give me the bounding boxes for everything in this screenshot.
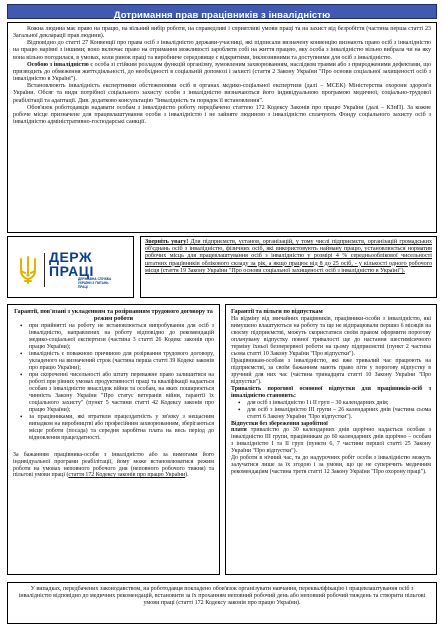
vacation-list: [231, 400, 431, 421]
intro-paragraph: Кожна людина має право на працю, на вільний вибір роботи, на справедливі і сприятливі умови праці та на захист від безробіття (частина перша статті 23 Загальної декларації прав людини).: [13, 26, 431, 40]
paragraph: плати тривалістю до 30 календарних днів щорічно надається особам з інвалідністю III групи, працівникам до 60 календарних днів щорічно – особам з інвалідністю I та II груп (пункти 6, 7 частини першої статті 25 Закону України "Про відпустки").: [231, 427, 431, 455]
list-item: • за працівниками, які втратили працездатність у зв'язку з нещасним випадком на виробництві або професійним захворюванням, зберігаються місце роботи (посада) та середня заробітна плата на весь період до відновлення працездатності.: [29, 414, 214, 442]
logo-box: [7, 236, 134, 298]
intro-paragraph: Обов'язок роботодавців надавати особам з інвалідністю роботу передбачено статтею 172 Кодексу Законів про працю України (далі – КЗпП). За кожне робоче місце призначене для працевлаштування особи з інвалідністю і не зайняте людиною з інвалідністю сплачують Фонду соціального захисту осіб з інвалідністю адміністративно-господарські санкції.: [13, 104, 431, 126]
logo-wordmark: ДЕРЖ ПРАЦІ: [49, 249, 94, 279]
contract-guarantees-section: [7, 304, 220, 575]
notice-text: Для підприємств, установ, організацій, у тому числі підприємств, організацій громадських об'єднань осіб з інвалідністю, фізичних осіб, які використовують найману працю, установлюється норматив робочих місць для працевлаштування осіб з інвалідністю у розмірі 4 % середньооблікової чисельності штатних працівників облікового складу за рік, а якщо працює від 8 до 25 осіб, - у кількості одного робочого місця (стаття 19 Закону України "Про основи соціальної захищеності осіб з інвалідністю в Україні").: [145, 239, 433, 274]
page-title: Дотримання прав працівників з інвалідністю: [113, 10, 331, 21]
intro-paragraph: Встановлюють інвалідність експертними обстеженнями осіб в органах медико-соціальної експертизи (далі – МСЕК) Міністерства охорони здоров'я України. Обсяг та види потрібної соціального захисту особи з інвалідністю визначаються його індивідуальною програмою медичної, соціально-трудової реабілітації та адаптації. Див. додатково консультацію "Інвалідність та порядок її встановлення".: [13, 83, 431, 104]
intro-paragraph: Відповідно до статті 27 Конвенції про права осіб з інвалідністю держави-учасниці, які підписали визначену конвенцію визнають право осіб з інвалідністю на працю нарівні з іншими; воно включає право на отримання можливості заробляти собі на життя працею, яку особа з інвалідністю вільно вибрала чи на яку вона вільно погодилася, в умовах, коли ринок праці та виробниче середовище є відкритими, інклюзивними та доступними для осіб з інвалідністю.: [13, 40, 431, 61]
subheading: Тривалість порогової основної відпустки для працівників-осіб з інвалідністю становить:: [231, 385, 431, 399]
paragraph: До роботи в нічний час, та до надурочних робіт особи з інвалідністю можуть залучатися лише за їх згодою і за умови, що це не суперечить медичним рекомендаціям (частина третя статті 12 Закону України "Про охорону праці").: [231, 455, 431, 476]
list-item: • при прийнятті на роботу не встановлюється випробування для осіб з інвалідністю, направлених на роботу відповідно до рекомендацій медико-соціальної експертизи (частина 3 статті 26 Кодекс законів про працю України);: [29, 323, 214, 351]
notice-lead: Зверніть увагу!: [145, 239, 189, 245]
work-mode-paragraph: За бажанням працівника-особи з інвалідністю або за вимогами його індивідуальної програми реабілітації, йому може встановлюватися режим роботи на умовах неповного робочого дня (неповного робочого тижня) та пільгові умови праці (стаття 172 Кодексу законів про працю України).: [13, 451, 214, 479]
intro-paragraph: Особою з інвалідністю є особа зі стійким розладом функцій організму, зумовленим захворюванням, наслідком травми або з природженими дефектами, що призводить до обмеження життєдіяльності, до необхідності в соціальній допомозі і захисті (стаття 2 Закону України "Про основи соціальної захищеності осіб з інвалідністю в Україні").: [13, 61, 431, 83]
bottom-note: У випадках, передбачених законодавством, на роботодавця покладено обов'язок організувати навчання, перекваліфікацію і працевлаштування осіб з інвалідністю відповідно до медичних рекомендацій, встановити за їх проханням неповний робочий день або неповний робочий тиждень та створити пільгові умови праці (статті 172 Кодексу законів про працю України).: [18, 586, 426, 607]
list-item: • для осіб з інвалідністю I і II груп – 30 календарних днів;: [247, 400, 431, 407]
subheading: Відпустки без збереження заробітної: [231, 420, 328, 427]
vacation-guarantees-section: [225, 304, 437, 575]
list-item: • при скороченні чисельності або штату переважне право залишитися на роботі при рівних умовах продуктивності праці та кваліфікації надається особам з інвалідністю внаслідок війни та особам, на яких поширюється чинність Закону України "Про статус ветеранів війни, гарантії їх соціального захисту" (пункт 5 частини статті 42 Кодексу законів про працю України);: [29, 372, 214, 414]
intro-bold-term: Особою з інвалідністю: [27, 61, 89, 68]
list-item: • інвалідність є поважною причиною для розірвання трудового договору, укладеного на визначений строк (частина перша статті 39 Кодекс законів про працю України);: [29, 351, 214, 372]
paragraph: На відміну від звичайних працівників, працівники-особи з інвалідністю, які вимушено влаштуються на роботу та ще не відпрацювали першиз 6 місяців на своєму підприємстві, можуть скористатися своїм правом оформити порогову оплачувану відпустку повної тривалості ще до настання шестимісячного терміну їхньої безперервної роботи на цьому підприємстві (пункт 2 частина сьома статті 10 Закону України "Про відпустки").: [231, 316, 431, 357]
title-banner: [7, 4, 437, 19]
paragraph: Працівникам-особам з інвалідністю, які вже тривалий час працюють на підприємстві, за своїм бажанням мають право піти у порогову відпустку в зручний для них час (частина тринадцята статті 10 Закону України "Про відпустки").: [231, 357, 431, 385]
logo-separator: [44, 253, 45, 287]
trident-icon: [17, 255, 39, 285]
logo-subtitle: ДЕРЖАВНА СЛУЖБА УКРАЇНИ З ПИТАНЬ ПРАЦІ: [78, 277, 112, 289]
list-item: • для осіб з інвалідністю III групи – 26 календарних днів (частина сьома статті 6 Закону України "Про відпустки").: [247, 407, 431, 421]
section-heading: Гарантії та пільги по відпусткам: [231, 308, 323, 315]
guarantees-list: [13, 323, 214, 441]
notice-box: [140, 236, 437, 298]
bottom-note-box: [7, 582, 437, 624]
law-reference-link: стаття 172 Кодексу законів про працю України: [68, 472, 186, 479]
intro-box: [7, 22, 437, 233]
section-heading: Гарантії, пов'язані з укладенням та розірванням трудового договору та режим роботи: [14, 308, 213, 323]
